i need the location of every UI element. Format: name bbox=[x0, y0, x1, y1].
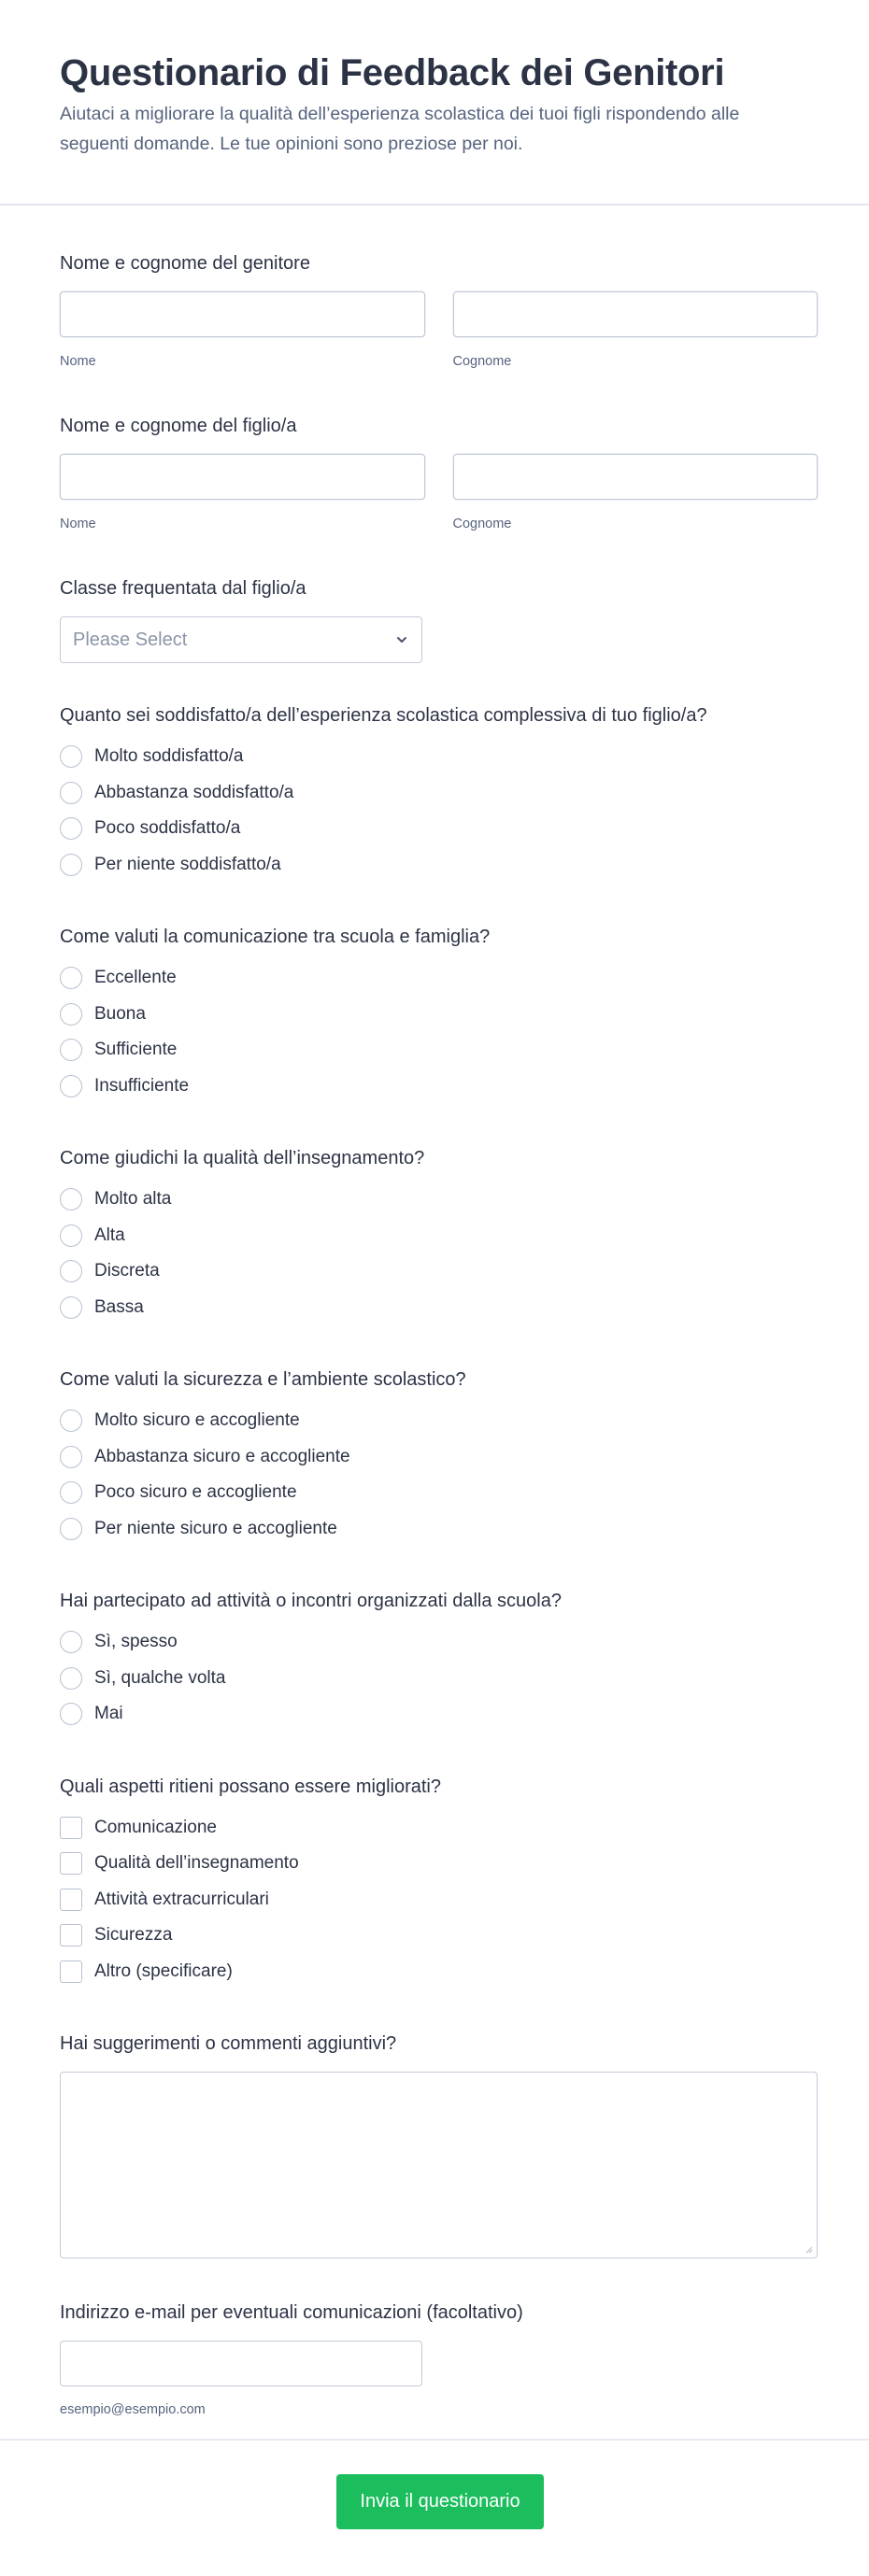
checkbox[interactable] bbox=[60, 1817, 82, 1839]
field-label: Nome e cognome del genitore bbox=[60, 253, 310, 274]
radio-button[interactable] bbox=[60, 1260, 82, 1282]
option-label: Mai bbox=[94, 1704, 123, 1724]
improvements-field bbox=[60, 1733, 818, 1990]
radio-button[interactable] bbox=[60, 1003, 82, 1026]
chevron-down-icon bbox=[395, 633, 408, 646]
radio-button[interactable] bbox=[60, 1224, 82, 1247]
radio-option[interactable] bbox=[60, 1475, 818, 1511]
checkbox-option[interactable] bbox=[60, 1846, 818, 1882]
radio-button[interactable] bbox=[60, 817, 82, 840]
radio-button[interactable] bbox=[60, 1188, 82, 1210]
satisfaction-field bbox=[60, 663, 818, 883]
radio-button[interactable] bbox=[60, 854, 82, 876]
radio-button[interactable] bbox=[60, 745, 82, 768]
option-label: Sicurezza bbox=[94, 1925, 173, 1946]
option-label: Attività extracurriculari bbox=[94, 1889, 269, 1909]
option-label: Poco sicuro e accogliente bbox=[94, 1482, 297, 1503]
field-label: Come valuti la sicurezza e l’ambiente scolastico? bbox=[60, 1369, 466, 1390]
field-label: Nome e cognome del figlio/a bbox=[60, 416, 297, 436]
page-title: Questionario di Feedback dei Genitori bbox=[60, 52, 725, 93]
radio-option[interactable] bbox=[60, 1032, 818, 1069]
radio-option[interactable] bbox=[60, 1182, 818, 1218]
option-label: Per niente sicuro e accogliente bbox=[94, 1518, 337, 1538]
radio-button[interactable] bbox=[60, 1481, 82, 1504]
radio-button[interactable] bbox=[60, 1039, 82, 1061]
checkbox[interactable] bbox=[60, 1889, 82, 1911]
email-field bbox=[60, 2258, 818, 2418]
radio-option[interactable] bbox=[60, 739, 818, 775]
option-label: Sì, spesso bbox=[94, 1632, 178, 1652]
radio-option[interactable] bbox=[60, 1661, 818, 1697]
radio-button[interactable] bbox=[60, 1631, 82, 1653]
checkbox[interactable] bbox=[60, 1852, 82, 1875]
option-label: Molto sicuro e accogliente bbox=[94, 1410, 300, 1431]
radio-option[interactable] bbox=[60, 997, 818, 1033]
radio-button[interactable] bbox=[60, 1075, 82, 1097]
child-last-name-input[interactable] bbox=[453, 454, 819, 500]
radio-option[interactable] bbox=[60, 775, 818, 812]
option-label: Molto alta bbox=[94, 1189, 172, 1210]
option-label: Sufficiente bbox=[94, 1040, 178, 1060]
comments-textarea[interactable] bbox=[60, 2072, 818, 2258]
field-label: Hai partecipato ad attività o incontri organizzati dalla scuola? bbox=[60, 1591, 562, 1611]
class-select[interactable] bbox=[60, 616, 422, 663]
radio-option[interactable] bbox=[60, 847, 818, 884]
class-field bbox=[60, 532, 818, 663]
radio-button[interactable] bbox=[60, 1409, 82, 1432]
radio-option[interactable] bbox=[60, 811, 818, 847]
teaching-field bbox=[60, 1104, 818, 1325]
radio-button[interactable] bbox=[60, 1296, 82, 1319]
option-label: Poco soddisfatto/a bbox=[94, 818, 241, 839]
sublabel: Cognome bbox=[452, 354, 512, 369]
submit-button[interactable]: Invia il questionario bbox=[336, 2474, 544, 2529]
radio-option[interactable] bbox=[60, 960, 818, 997]
option-label: Sì, qualche volta bbox=[94, 1667, 226, 1688]
form-footer bbox=[0, 2439, 869, 2576]
email-input[interactable] bbox=[60, 2341, 422, 2386]
checkbox[interactable] bbox=[60, 1960, 82, 1983]
communication-field bbox=[60, 883, 818, 1104]
radio-button[interactable] bbox=[60, 1667, 82, 1690]
radio-button[interactable] bbox=[60, 1446, 82, 1468]
option-label: Eccellente bbox=[94, 968, 177, 988]
checkbox-option[interactable] bbox=[60, 1918, 818, 1954]
field-label: Classe frequentata dal figlio/a bbox=[60, 578, 306, 599]
radio-option[interactable] bbox=[60, 1696, 818, 1733]
child-first-name-input[interactable] bbox=[60, 454, 425, 500]
option-label: Bassa bbox=[94, 1296, 144, 1317]
option-label: Per niente soddisfatto/a bbox=[94, 854, 281, 874]
form-header bbox=[0, 0, 869, 205]
parent-last-name-input[interactable] bbox=[453, 291, 819, 337]
email-hint: esempio@esempio.com bbox=[60, 2402, 206, 2417]
sublabel: Cognome bbox=[452, 517, 512, 531]
radio-button[interactable] bbox=[60, 1703, 82, 1725]
option-label: Buona bbox=[94, 1003, 146, 1024]
field-label: Come giudichi la qualità dell’insegnamento? bbox=[60, 1148, 425, 1168]
checkbox-option[interactable] bbox=[60, 1882, 818, 1918]
form-body bbox=[0, 205, 869, 2418]
sublabel: Nome bbox=[60, 517, 96, 531]
radio-option[interactable] bbox=[60, 1511, 818, 1548]
radio-option[interactable] bbox=[60, 1069, 818, 1105]
select-value: Please Select bbox=[73, 629, 188, 650]
field-label: Come valuti la comunicazione tra scuola e famiglia? bbox=[60, 927, 491, 947]
radio-option[interactable] bbox=[60, 1624, 818, 1661]
option-label: Alta bbox=[94, 1224, 125, 1245]
page-subtitle: Aiutaci a migliorare la qualità dell’esperienza scolastica dei tuoi figli rispondendo alle seguenti domande. Le tue opinioni sono preziose per noi. bbox=[60, 104, 740, 154]
parent-first-name-input[interactable] bbox=[60, 291, 425, 337]
radio-button[interactable] bbox=[60, 967, 82, 989]
field-label: Indirizzo e-mail per eventuali comunicazioni (facoltativo) bbox=[60, 2302, 523, 2323]
option-label: Discreta bbox=[94, 1261, 160, 1281]
radio-option[interactable] bbox=[60, 1218, 818, 1254]
option-label: Molto soddisfatto/a bbox=[94, 746, 244, 767]
radio-option[interactable] bbox=[60, 1290, 818, 1326]
radio-option[interactable] bbox=[60, 1253, 818, 1290]
field-label: Hai suggerimenti o commenti aggiuntivi? bbox=[60, 2033, 397, 2054]
option-label: Abbastanza soddisfatto/a bbox=[94, 782, 294, 802]
radio-option[interactable] bbox=[60, 1439, 818, 1476]
comments-field bbox=[60, 1989, 818, 2258]
radio-button[interactable] bbox=[60, 782, 82, 804]
child-name-field bbox=[60, 370, 818, 532]
radio-button[interactable] bbox=[60, 1518, 82, 1540]
field-label: Quanto sei soddisfatto/a dell’esperienza scolastica complessiva di tuo figlio/a? bbox=[60, 705, 707, 726]
checkbox[interactable] bbox=[60, 1924, 82, 1946]
safety-field bbox=[60, 1325, 818, 1547]
option-label: Abbastanza sicuro e accogliente bbox=[94, 1446, 350, 1466]
option-label: Altro (specificare) bbox=[94, 1960, 233, 1981]
option-label: Insufficiente bbox=[94, 1075, 190, 1096]
checkbox-option[interactable] bbox=[60, 1954, 818, 1990]
field-label: Quali aspetti ritieni possano essere migliorati? bbox=[60, 1776, 441, 1797]
checkbox-option[interactable] bbox=[60, 1810, 818, 1847]
parent-name-field bbox=[60, 205, 818, 370]
radio-option[interactable] bbox=[60, 1403, 818, 1439]
option-label: Qualità dell’insegnamento bbox=[94, 1853, 299, 1874]
participation-field bbox=[60, 1547, 818, 1733]
resize-grip-icon[interactable] bbox=[804, 2244, 813, 2254]
option-label: Comunicazione bbox=[94, 1817, 217, 1837]
sublabel: Nome bbox=[60, 354, 96, 369]
